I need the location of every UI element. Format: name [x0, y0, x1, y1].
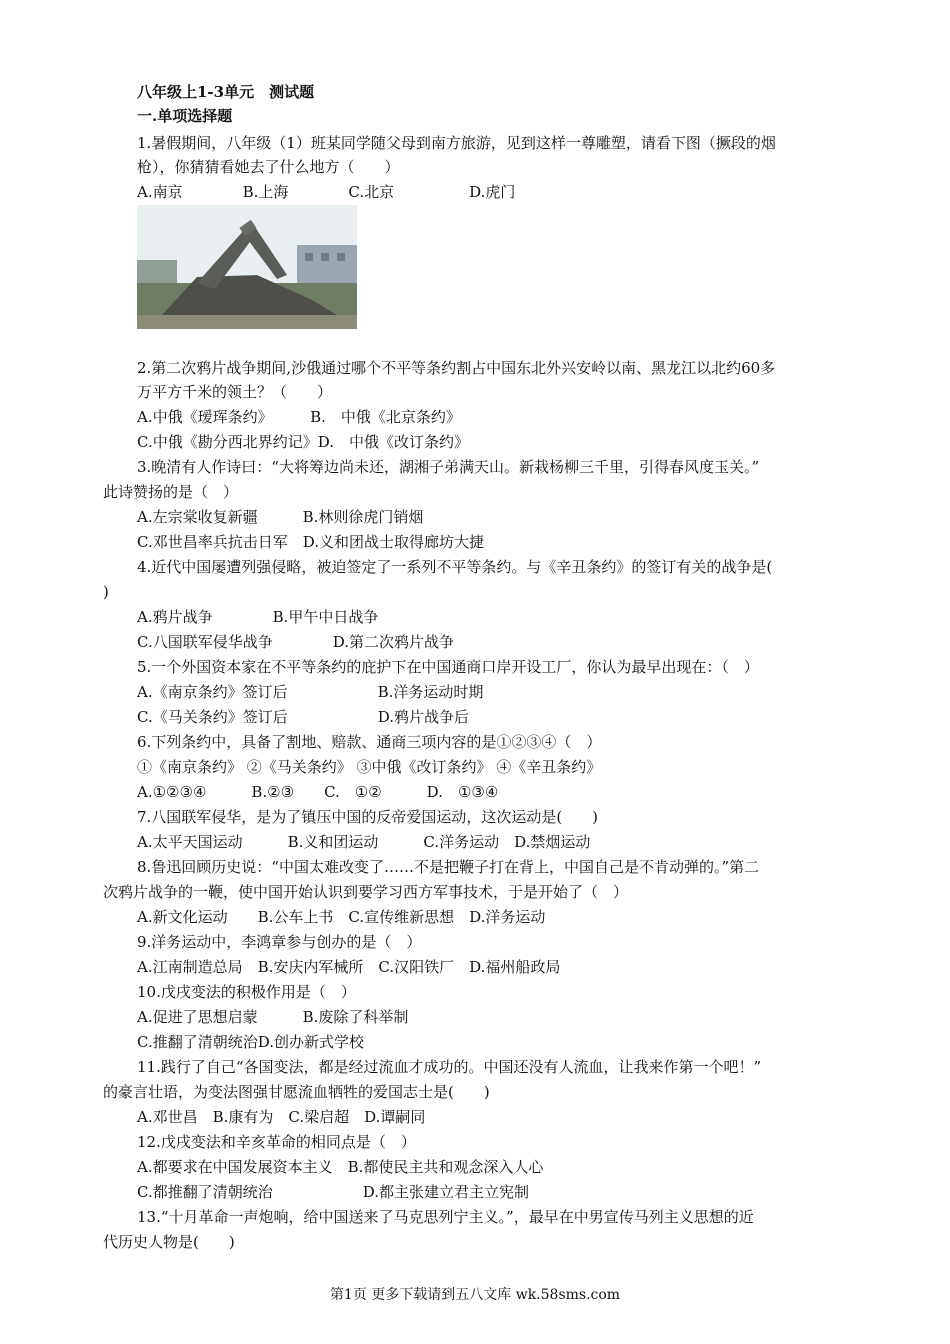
question-11-line-1: 11.践行了自己“各国变法，都是经过流血才成功的。中国还没有人流血，让我来作第一个吧！” [137, 1058, 762, 1076]
question-8-line-1: 8.鲁迅回顾历史说：“中国太难改变了……不是把鞭子打在背上，中国自己是不肯动弹的。”第二 [137, 858, 760, 876]
question-4-line-1: 4.近代中国屡遭列强侵略，被迫签定了一系列不平等条约。与《辛丑条约》的签订有关的战争是( [137, 558, 773, 576]
question-9-line-1: 9.洋务运动中，李鸿章参与创办的是（ ） [137, 933, 422, 951]
question-5-options-ab: A.《南京条约》签订后 B.洋务运动时期 [137, 683, 484, 701]
question-4-options-ab: A.鸦片战争 B.甲午中日战争 [137, 608, 379, 626]
question-3-line-2: 此诗赞扬的是（ ） [103, 483, 239, 501]
question-4-options-cd: C.八国联军侵华战争 D.第二次鸦片战争 [137, 633, 454, 651]
question-13-line-1: 13.“十月革命一声炮响，给中国送来了马克思列宁主义。”，最早在中男宣传马列主义思想的近 [137, 1208, 754, 1226]
question-5-options-cd: C.《马关条约》签订后 D.鸦片战争后 [137, 708, 469, 726]
question-2-line-1: 2.第二次鸦片战争期间,沙俄通过哪个不平等条约割占中国东北外兴安岭以南、黑龙江以北约60多 [137, 359, 776, 377]
question-2-options-ab: A.中俄《瑷珲条约》 B. 中俄《北京条约》 [137, 408, 461, 426]
question-1-line-1: 1.暑假期间，八年级（1）班某同学随父母到南方旅游，见到这样一尊雕塑，请看下图（撅段的烟 [137, 134, 776, 152]
question-1-line-2: 枪），你猜猜看她去了什么地方（ ） [137, 158, 400, 176]
question-6-options: A.①②③④ B.②③ C. ①② D. ①③④ [137, 783, 499, 801]
broken-pipe-sculpture-image [137, 205, 357, 329]
question-6-items: ①《南京条约》 ②《马关条约》 ③中俄《改订条约》 ④《辛丑条约》 [137, 758, 602, 776]
question-13-line-2: 代历史人物是( ) [103, 1233, 235, 1251]
question-3-options-ab: A.左宗棠收复新疆 B.林则徐虎门销烟 [137, 508, 424, 526]
sculpture-photo [137, 205, 357, 329]
question-2-options-cd: C.中俄《勘分西北界约记》D. 中俄《改订条约》 [137, 433, 469, 451]
question-8-line-2: 次鸦片战争的一鞭，使中国开始认识到要学习西方军事技术，于是开始了（ ） [103, 883, 629, 901]
question-11-line-2: 的豪言壮语，为变法图强甘愿流血牺牲的爱国志士是( ) [103, 1083, 490, 1101]
question-5-line-1: 5.一个外国资本家在不平等条约的庇护下在中国通商口岸开设工厂，你认为最早出现在：（ ） [137, 658, 759, 676]
section-heading: 一.单项选择题 [137, 107, 233, 125]
question-12-options-ab: A.都要求在中国发展资本主义 B.都使民主共和观念深入人心 [137, 1158, 544, 1176]
question-7-line-1: 7.八国联军侵华，是为了镇压中国的反帝爱国运动，这次运动是( ) [137, 808, 599, 826]
question-3-line-1: 3.晚清有人作诗曰：“大将筹边尚未还，湖湘子弟满天山。新栽杨柳三千里，引得春风度玉关。” [137, 458, 760, 476]
question-9-options: A.江南制造总局 B.安庆内军械所 C.汉阳铁厂 D.福州船政局 [137, 958, 561, 976]
page-footer: 第1页 更多下载请到五八文库 wk.58sms.com [329, 1287, 621, 1303]
question-7-options: A.太平天国运动 B.义和团运动 C.洋务运动 D.禁烟运动 [137, 833, 591, 851]
question-11-options: A.邓世昌 B.康有为 C.梁启超 D.谭嗣同 [137, 1108, 426, 1126]
question-10-line-1: 10.戊戌变法的积极作用是（ ） [137, 983, 356, 1001]
question-10-options-cd: C.推翻了清朝统治D.创办新式学校 [137, 1033, 364, 1051]
question-4-line-2: ) [103, 583, 109, 601]
question-8-options: A.新文化运动 B.公车上书 C.宣传维新思想 D.洋务运动 [137, 908, 546, 926]
question-12-options-cd: C.都推翻了清朝统治 D.都主张建立君主立宪制 [137, 1183, 529, 1201]
question-1-options: A.南京 B.上海 C.北京 D.虎门 [137, 183, 516, 201]
page-title: 八年级上1-3单元 测试题 [137, 83, 315, 101]
question-6-line-1: 6.下列条约中，具备了割地、赔款、通商三项内容的是①②③④（ ） [137, 733, 602, 751]
question-10-options-ab: A.促进了思想启蒙 B.废除了科举制 [137, 1008, 409, 1026]
question-2-line-2: 万平方千米的领土？（ ） [137, 383, 333, 401]
question-3-options-cd: C.邓世昌率兵抗击日军 D.义和团战士取得廊坊大捷 [137, 533, 484, 551]
question-12-line-1: 12.戊戌变法和辛亥革命的相同点是（ ） [137, 1133, 416, 1151]
